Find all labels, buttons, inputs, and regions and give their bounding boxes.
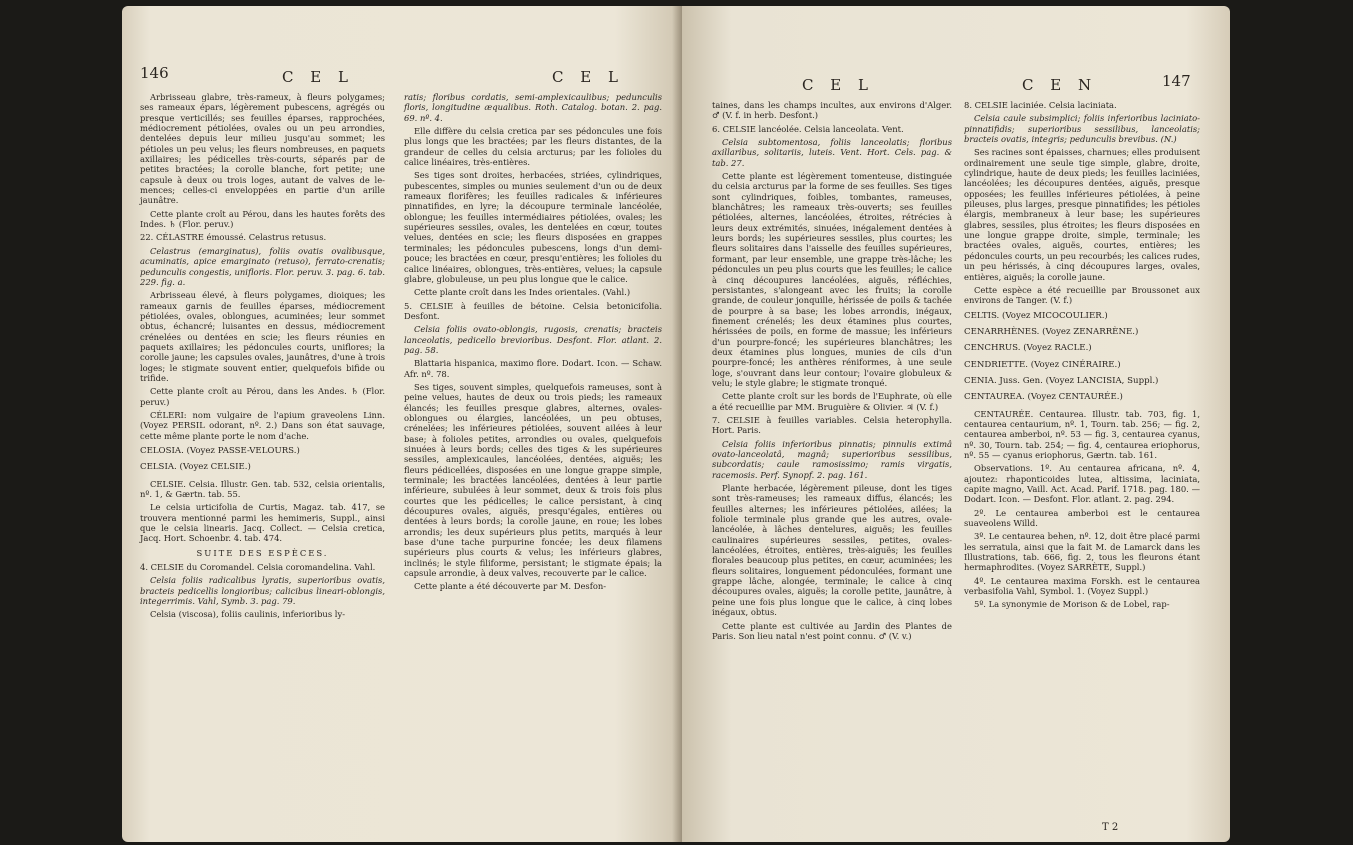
paragraph: CÉLERI: nom vulgaire de l'apium graveolens Linn. (Voyez PERSIL odorant, nº. 2.) Dans son état sauvage, cette même plante porte le nom d'ache. <box>140 409 385 441</box>
right-column-1 <box>712 100 952 644</box>
paragraph: Cette plante a été découverte par M. Desfon- <box>414 581 607 592</box>
paragraph: 3º. Le centaurea behen, nº. 12, doit être placé parmi les serratula, ainsi que la fait M. de Lamarck dans les Illustrations, tab. 666, fig. 2, tous les fleurons étant hermaphrodites. (Voyez SARRÈTE, Suppl.) <box>964 531 1200 573</box>
cross-reference: CELTIS. (Voyez MICOCOULIER.) <box>964 310 1108 321</box>
left-column-2 <box>404 92 662 595</box>
paragraph: Observations. 1º. Au centaurea africana, nº. 4, ajoutez: rhaponticoides lutea, altissima, laciniata, capite magno, Vaill. Act. Acad. Parif. 1718. pag. 180. — Dodart. Icon. — Desfont. Flor. atlant. 2. pag. 294. <box>964 463 1200 505</box>
paragraph: 2º. Le centaurea amberboi est le centaurea suaveolens Willd. <box>964 507 1200 529</box>
paragraph: CELSIE. Celsia. Illustr. Gen. tab. 532, celsia orientalis, nº. 1, & Gærtn. tab. 55. <box>140 478 385 500</box>
paragraph: Arbrisseau glabre, très-rameux, à fleurs polygames; ses rameaux épars, légèrement pubescens, agrégés ou presque verticillés; ses feuilles éparses, rapprochées, médiocrement pétiolées, ovales ou un peu arrondies, dentelées depuis leur milieu jusqu'au sommet; les pétioles un peu velus; les fleurs nombreuses, en paquets axillaires; les pédicelles très-courts, séparés par de petites bractées; la corolle blanche, fort petite; une capsule à deux ou trois loges, autant de valves de le- mences; celles-ci enveloppées en partie d'un arille jaunâtre. <box>140 92 385 206</box>
paragraph: Plante herbacée, légèrement pileuse, dont les tiges sont très-rameuses; les rameaux diffus, élancés; les feuilles alternes; les inférieures pétiolées, ailées; la foliole terminale plus grande que les autres, ovale-lancéolée, à lâches dentelures, aiguës; les feuilles caulinaires supérieures sessiles, petites, ovales-lancéolées, étroites, entières, très-aiguës; les feuilles florales beaucoup plus petites, en cœur, acuminées; les fleurs solitaires, longuement pédonculées, formant une grappe lâche, alongée, terminale; le calice à cinq découpures ovales, aiguës; la corolle petite, jaunâtre, à peine une fois plus longue que le calice, à cinq lobes inégaux, obtus. <box>712 483 952 618</box>
right-column-2 <box>964 100 1200 613</box>
latin-diagnosis: Celsia foliis ovato-oblongis, rugosis, crenatis; bracteis lanceolatis, pedicello brevioribus. Desfont. Flor. atlant. 2. pag. 58. <box>404 324 662 355</box>
signature-mark: T 2 <box>1102 822 1119 833</box>
paragraph: Cette plante croît sur les bords de l'Euphrate, où elle a été recueillie par MM. Bruguière & Olivier. ♃ (V. f.) <box>712 391 952 412</box>
page-number-right: 147 <box>1162 72 1191 90</box>
latin-diagnosis: Celsia subtomentosa, foliis lanceolatis; floribus axillaribus, solitariis, luteis. Vent. Hort. Cels. pag. & tab. 27. <box>712 137 952 168</box>
latin-diagnosis: Celsia foliis radicalibus lyratis, superioribus ovatis, bracteis pedicellis longioribus; calicibus lineari-oblongis, integerrimis. Vahl, Symb. 3. pag. 79. <box>140 575 385 607</box>
paragraph: Celsia (viscosa), foliis caulinis, inferioribus ly- <box>150 609 346 620</box>
paragraph: ratis; floribus cordatis, semi-amplexicaulibus; pedunculis floris, longitudine æqualibus. Roth. Catalog. botan. 2. pag. 69. nº. 4. <box>404 92 662 123</box>
running-head-right-1: C E L <box>802 76 874 94</box>
open-book <box>14 6 1339 842</box>
paragraph: Ses tiges, souvent simples, quelquefois rameuses, sont à peine velues, hautes de deux ou trois pieds; les rameaux élancés; les feuilles presque glabres, alternes, ovales-oblongues ou élargies, lancéolées, un peu obtuses, crénelées; les inférieures pétiolées, souvent ailées à leur base; à folioles petites, arrondies ou ovales, quelquefois sinuées à leurs bords; celles des tiges & les supérieures sessiles, amplexicaules, lancéolées, dentées, aiguës; les fleurs pédicellées, disposées en une longue grappe simple, terminale; les bractées lancéolées, dentées à leur partie inférieure, subulées à leur sommet, deux & trois fois plus courtes que les pédicelles; le calice persistant, à cinq découpures ovales, aiguës, presqu'égales, entières ou dentées à leurs bords; la corolle jaune, en roue; les lobes arrondis; les deux supérieurs plus petits, marqués à leur base d'une tache purpurine foncée; les deux filamens supérieurs plus courts & velus; les inférieurs glabres, inclinés; le style filiforme, persistant; le stigmate épais; la capsule arrondie, à deux valves, recouverte par le calice. <box>404 381 662 579</box>
right-page <box>682 6 1230 842</box>
running-head-left-col2: C E L <box>552 68 624 86</box>
paragraph: Cette plante est cultivée au Jardin des Plantes de Paris. Son lieu natal n'est point connu. ♂ (V. v.) <box>712 620 952 641</box>
latin-diagnosis: Celsia caule subsimplici; foliis inferioribus laciniato-pinnatifidis; superioribus sessilibus, lanceolatis; bracteis ovatis, integris; pedunculis brevibus. (N.) <box>964 113 1200 145</box>
paragraph: 5º. La synonymie de Morison & de Lobel, rap- <box>974 599 1170 610</box>
latin-diagnosis: Celastrus (emarginatus), foliis ovatis ovalibusque, acuminatis, apice emarginato (retuso), ferrato-crenatis; pedunculis congestis, unifloris. Flor. peruv. 3. pag. 6. tab. 229. fig. a. <box>140 245 385 287</box>
entry-heading: 5. CELSIE à feuilles de bétoine. Celsia betonicifolia. Desfont. <box>404 300 662 321</box>
paragraph: Ses racines sont épaisses, charnues; elles produisent ordinairement une seule tige simple, glabre, droite, cylindrique, haute de deux pieds; les feuilles laciniées, lancéolées; les découpures dentées, aiguës, presque opposées; les feuilles inférieures pétiolées, à peine pileuses, plus larges, presque pinnatifides; les pétioles élargis, membraneux à leur base; les supérieures glabres, sessiles, plus étroites; les fleurs disposées en une longue grappe droite, simple, terminale; les bractées ovales, aiguës, courtes, entières; les pédoncules courts, un peu recourbés; les calices rudes, un peu hérissés, à cinq découpures larges, ovales, entières, aiguës; la corolle jaune. <box>964 147 1200 282</box>
left-column-1 <box>140 92 385 623</box>
cross-reference: CENDRIETTE. (Voyez CINÉRAIRE.) <box>964 359 1121 370</box>
paragraph: Le celsia urticifolia de Curtis, Magaz. tab. 417, se trouvera mentionné parmi les hemimeris, Suppl., ainsi que le celsia linearis. Jacq. Collect. — Celsia cretica, Jacq. Hort. Schoenbr. 4. tab. 474. <box>140 502 385 544</box>
paragraph: Arbrisseau élevé, à fleurs polygames, dioiques; les rameaux garnis de feuilles éparses, médiocrement pétiolées, ovales, oblongues, acuminées; leur sommet obtus, échancré; luisantes en dessus, médiocrement crénelées ou dentées en scie; les fleurs réunies en paquets axillaires; les pédoncules courts, uniflores; la corolle jaune; les capsules ovales, jaunâtres, d'une à trois loges; le stigmate souvent entier, quelquefois bifide ou trifide. <box>140 290 385 383</box>
paragraph: Cette espèce a été recueillie par Broussonet aux environs de Tanger. (V. f.) <box>964 284 1200 306</box>
cross-reference: CENTAUREA. (Voyez CENTAURÉE.) <box>964 392 1123 403</box>
cross-reference: CELOSIA. (Voyez PASSE-VELOURS.) <box>140 446 300 456</box>
paragraph: Blattaria hispanica, maximo flore. Dodart. Icon. — Schaw. Afr. nº. 78. <box>404 358 662 379</box>
paragraph: Cette plante croît au Pérou, dans les hautes forêts des Indes. ♄ (Flor. peruv.) <box>140 208 385 230</box>
paragraph: Ses tiges sont droites, herbacées, striées, cylindriques, pubescentes, simples ou munies seulement d'un ou de deux rameaux florifères; les feuilles radicales & inférieures pinnatifides, en lyre; la découpure terminale lancéolée, oblongue; les feuilles intermédiaires pétiolées, ovales; les supérieures sessiles, ovales, les dentelées en cœur, toutes velues, dentées en scie; les fleurs disposées en grappes terminales; les pédoncules pubescens, longs d'un demi-pouce; les bractées en cœur, presqu'entières; les folioles du calice linéaires, oblongues, très-entières, velues; la capsule glabre, globuleuse, un peu plus longue que le calice. <box>404 170 662 284</box>
entry-heading: 6. CELSIE lancéolée. Celsia lanceolata. Vent. <box>712 123 904 134</box>
left-page <box>122 6 682 842</box>
paragraph: 4º. Le centaurea maxima Forskh. est le centaurea verbasifolia Vahl, Symbol. 1. (Voyez Suppl.) <box>964 575 1200 597</box>
latin-diagnosis: Celsia foliis inferioribus pinnatis; pinnulis extimâ ovato-lanceolatâ, magnâ; superioribus sessilibus, subcordatis; caule ramosissimo; ramis virgatis, racemosis. Perf. Synopf. 2. pag. 161. <box>712 438 952 480</box>
page-number-left: 146 <box>140 64 169 82</box>
paragraph: Cette plante est légèrement tomenteuse, distinguée du celsia arcturus par la forme de ses feuilles. Ses tiges sont cylindriques, foibles, tombantes, rameuses, blanchâtres; les rameaux très-ouverts; ses feuilles pétiolées, alternes, lancéolées, étroites, rétrécies à leurs deux extrémités, sinuées, inégalement dentées à leurs bords; les supérieures sessiles, plus courtes; les fleurs solitaires dans l'aisselle des feuilles supérieures, formant, par leur ensemble, une grappe très-lâche; les pédoncules un peu plus courts que les feuilles; le calice à cinq découpures lancéolées, aiguës, réfléchies, persistantes, s'alongeant avec les fruits; la corolle grande, de couleur jonquille, hérissée de poils & tachée de pourpre à sa base; les lobes arrondis, inégaux, finement crénelés; les deux étamines plus courtes, hérissées de poils, en forme de massue; les inférieurs d'un pourpre-foncé; les supérieures blanchâtres; les deux étamines plus longues, munies de cils d'un pourpre-foncé; les anthères réniformes, à une seule loge, s'ouvrant dans leur contour; l'ovaire globuleux & velu; le style glabre; le stigmate tronqué. <box>712 171 952 388</box>
running-head-left: C E L <box>282 68 354 86</box>
cross-reference: CENARRHÈNES. (Voyez ZENARRÈNE.) <box>964 326 1139 337</box>
paragraph: Cette plante croît dans les Indes orientales. (Vahl.) <box>414 287 631 298</box>
entry-heading: 4. CELSIE du Coromandel. Celsia coromandelina. Vahl. <box>140 562 376 573</box>
entry-heading: 22. CÉLASTRE émoussé. Celastrus retusus. <box>140 232 327 243</box>
cross-reference: CENCHRUS. (Voyez RACLE.) <box>964 343 1092 354</box>
paragraph: taines, dans les champs incultes, aux environs d'Alger. ♂ (V. f. in herb. Desfont.) <box>712 100 952 121</box>
paragraph: Cette plante croît au Pérou, dans les Andes. ♄ (Flor. peruv.) <box>140 386 385 407</box>
paragraph: Elle diffère du celsia cretica par ses pédoncules une fois plus longs que les bractées; par les fleurs distantes, de la grandeur de celles du celsia arcturus; par les folioles du calice linéaires, très-entières. <box>404 126 662 168</box>
entry-heading: 7. CELSIE à feuilles variables. Celsia heterophylla. Hort. Paris. <box>712 414 952 436</box>
entry-heading: 8. CELSIE laciniée. Celsia laciniata. <box>964 100 1117 110</box>
cross-reference: CENIA. Juss. Gen. (Voyez LANCISIA, Suppl.) <box>964 375 1159 386</box>
cross-reference: CELSIA. (Voyez CELSIE.) <box>140 462 251 473</box>
paragraph: CENTAURÉE. Centaurea. Illustr. tab. 703, fig. 1, centaurea centaurium, nº. 1, Tourn. tab. 256; — fig. 2, centaurea amberboi, nº. 53 — fig. 3, centaurea cyanus, nº. 30, Tourn. tab. 254; — fig. 4, centaurea eriophorus, nº. 55 — cyanus eriophorus, Gærtn. tab. 161. <box>964 408 1200 460</box>
running-head-right-2: C E N <box>1022 76 1098 94</box>
section-heading: SUITE DES ESPÈCES. <box>196 547 329 558</box>
